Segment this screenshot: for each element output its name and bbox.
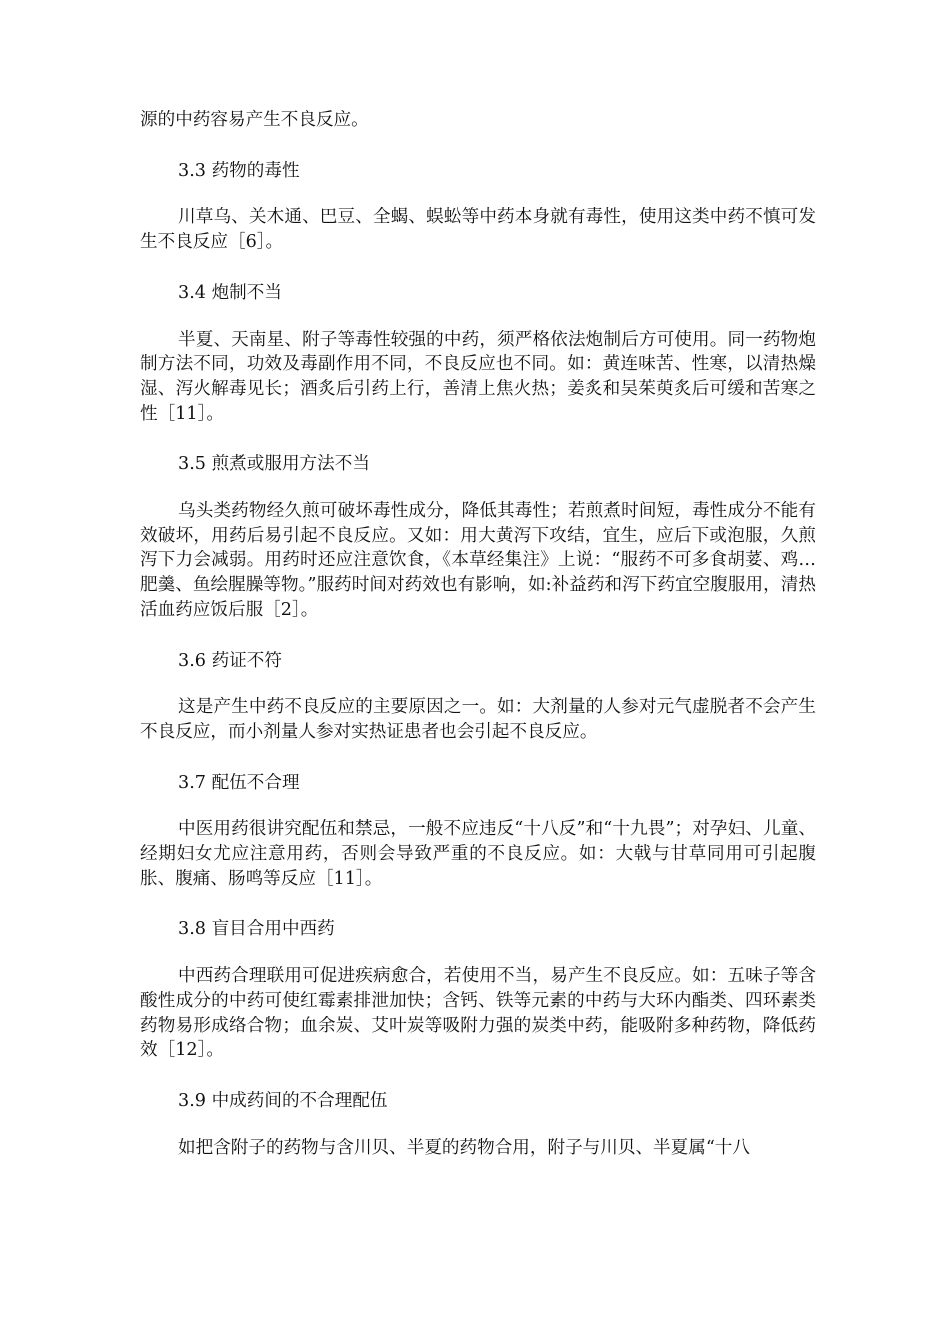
paragraph-chinese-western: 中西药合理联用可促进疾病愈合，若使用不当，易产生不良反应。如：五味子等含酸性成分的中药可使红霉素排泄加快；含钙、铁等元素的中药与大环内酯类、四环素类药物易形成络合物；血余炭、艾叶炭等吸附力强的炭类中药，能吸附多种药物，降低药效［12］。 — [140, 966, 816, 1061]
paragraph-decoction: 乌头类药物经久煎可破坏毒性成分，降低其毒性；若煎煮时间短，毒性成分不能有效破坏，用药后易引起不良反应。又如：用大黄泻下攻结，宜生，应后下或泡服，久煎泻下力会减弱。用药时还应注意饮食，《本草经集注》上说：“服药不可多食胡荽、鸡…肥羹、鱼绘腥臊等物。”服药时间对药效也有影响，如:补益药和泻下药宜空腹服用，清热活血药应饭后服［2］。 — [140, 501, 816, 620]
document-body — [140, 108, 816, 1186]
section-heading-3-6: 3.6 药证不符 — [178, 650, 282, 671]
section-heading-3-9: 3.9 中成药间的不合理配伍 — [178, 1090, 388, 1111]
paragraph-compatibility: 中医用药很讲究配伍和禁忌，一般不应违反“十八反”和“十九畏”；对孕妇、儿童、经期妇女尤应注意用药，否则会导致严重的不良反应。如：大戟与甘草同用可引起腹胀、腹痛、肠鸣等反应［11］。 — [140, 819, 816, 889]
section-heading-3-3: 3.3 药物的毒性 — [178, 160, 300, 181]
section-heading-3-8: 3.8 盲目合用中西药 — [178, 919, 335, 940]
section-heading-3-5: 3.5 煎煮或服用方法不当 — [178, 454, 370, 475]
paragraph-processing: 半夏、天南星、附子等毒性较强的中药，须严格依法炮制后方可使用。同一药物炮制方法不同，功效及毒副作用不同，不良反应也不同。如：黄连味苦、性寒，以清热燥湿、泻火解毒见长；酒炙后引药上行，善清上焦火热；姜炙和吴茱萸炙后可缓和苦寒之性［11］。 — [140, 329, 816, 424]
paragraph-syndrome-mismatch: 这是产生中药不良反应的主要原因之一。如：大剂量的人参对元气虚脱者不会产生不良反应，而小剂量人参对实热证患者也会引起不良反应。 — [140, 697, 816, 742]
section-heading-3-4: 3.4 炮制不当 — [178, 282, 282, 303]
section-heading-3-7: 3.7 配伍不合理 — [178, 772, 300, 793]
paragraph-toxicity: 川草乌、关木通、巴豆、全蝎、蜈蚣等中药本身就有毒性，使用这类中药不慎可发生不良反应［6］。 — [140, 207, 816, 253]
paragraph-continuation: 源的中药容易产生不良反应。 — [140, 110, 369, 130]
paragraph-proprietary-medicine: 如把含附子的药物与含川贝、半夏的药物合用，附子与川贝、半夏属“十八 — [178, 1137, 750, 1158]
